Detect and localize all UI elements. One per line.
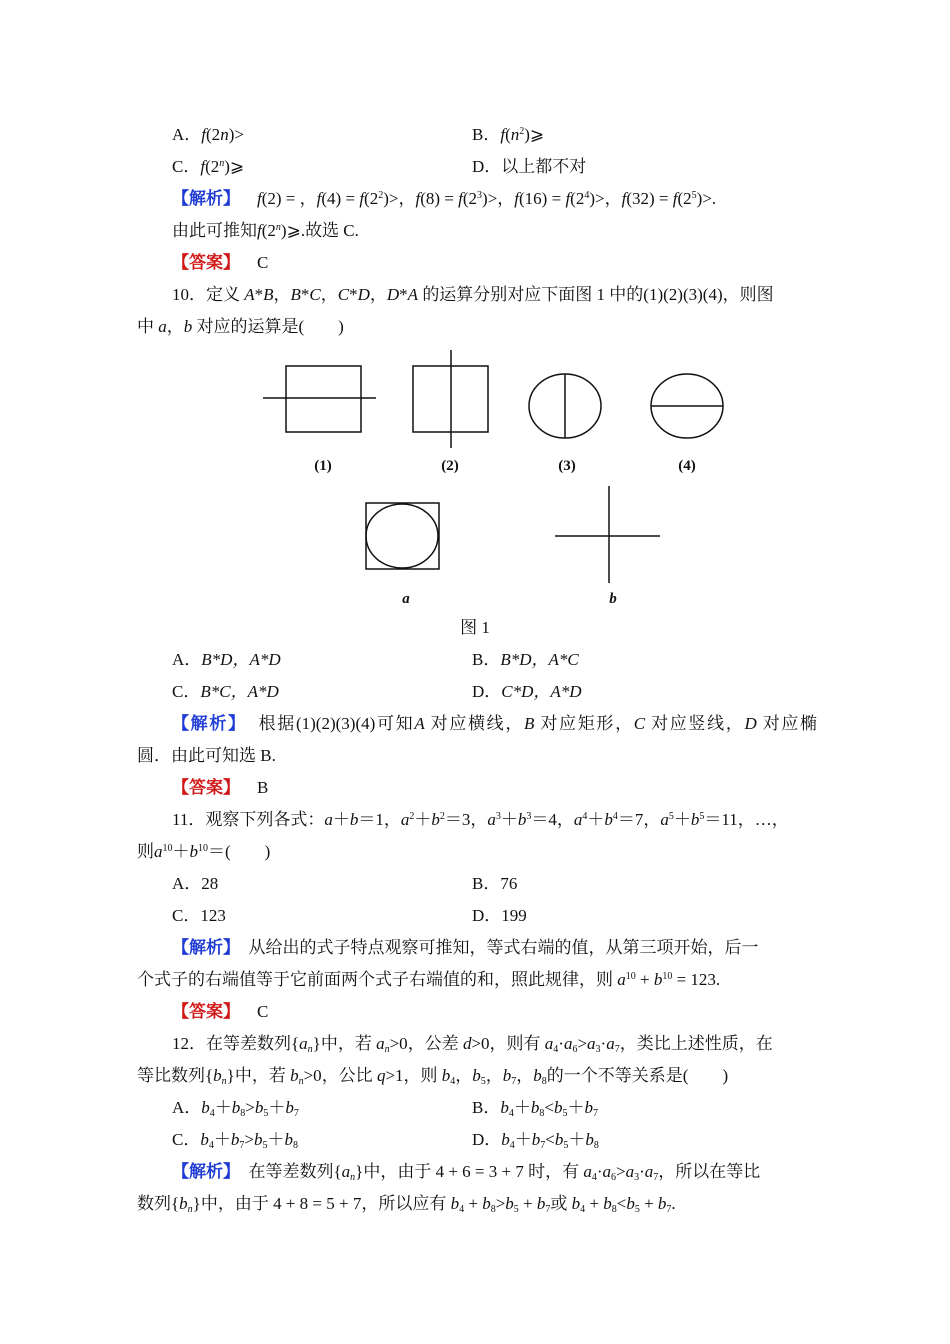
q12-analysis-line2: 数列$\{b_n\}$中，由于 4 + 8 = 5 + 7，所以应有 $b_4 + b_8>b_5 + b_7$或 $b_4 + b_8<b_5 + b_7$.: [137, 1194, 676, 1215]
q12-option-b: B．$b_4+b_8<b_5+b_7$: [472, 1098, 598, 1119]
q9-option-b: B．$f(n^2)⩾$: [472, 125, 545, 144]
fig-label-b: b: [609, 591, 617, 607]
q12-option-d: D．$b_4+b_7<b_5+b_8$: [472, 1130, 599, 1151]
q10-stem-line2: 中 a，b 对应的运算是( ): [137, 317, 344, 336]
analysis-tag: 【解析】: [172, 1162, 240, 1181]
q10-analysis-line2: 圆．由此可知选 B.: [137, 746, 276, 765]
q12-option-c: C．$b_4+b_7>b_5+b_8$: [172, 1130, 298, 1151]
answer-tag: 【答案】: [172, 778, 240, 797]
q10-option-a: A．B*D，A*D: [172, 650, 281, 669]
q11-stem-line2: 则$a^{10}+b^{10}=$( ): [137, 842, 271, 861]
q10-option-b: B．B*D，A*C: [472, 650, 579, 669]
q11-option-b: B．76: [472, 874, 518, 893]
fig-label-1: (1): [314, 458, 332, 474]
figa-ellipse: [366, 504, 438, 568]
fig1-rectangle: [286, 366, 361, 432]
q9-analysis-conclusion: 由此可推知f(2$^n$)⩾.故选 C.: [172, 221, 359, 240]
q9-option-c: C．f(2$^n$)⩾: [172, 157, 245, 176]
q12-stem-line1: 12．在等差数列$\{a_n\}$中，若 $a_n>0$，公差 d>0，则有 $a_4\cdot a_6>a_3\cdot a_7$，类比上述性质，在: [172, 1034, 773, 1055]
q9-option-d: D．以上都不对: [472, 157, 587, 176]
q10-stem-line1: 10．定义 A*B，B*C，C*D，D*A 的运算分别对应下面图 1 中的(1)(2)(3)(4)，则图: [172, 285, 774, 304]
q11-stem-line1: 11．观察下列各式：a＋b＝1，$a^2+b^2=3$，$a^3+b^3=4$，$a^4+b^4=7$，$a^5+b^5=11$，…，: [172, 810, 789, 829]
answer-tag: 【答案】: [172, 1002, 240, 1021]
q9-option-a: A．f(2n)>: [172, 125, 244, 144]
q10-figure: [0, 0, 950, 640]
q11-analysis-line2: 个式子的右端值等于它前面两个式子右端值的和，照此规律，则 $a^{10} + b^{10} = 123$.: [137, 970, 721, 989]
q12-stem-line2: 等比数列$\{b_n\}$中，若 $b_n>0$，公比 q>1，则 $b_4$，$b_5$，$b_7$，$b_8$的一个不等关系是( ): [137, 1066, 729, 1087]
q10-option-d: D．C*D，A*D: [472, 682, 582, 701]
analysis-tag: 【解析】: [172, 938, 240, 957]
fig-label-3: (3): [558, 458, 576, 474]
fig-label-a: a: [402, 591, 410, 607]
q9-analysis: 【解析】 f(2) = ，$f(4) = f(2^2)>$，$f(8) = f(2^3)>$，$f(16) = f(2^4)>$，$f(32) = f(2^5)>$.: [172, 189, 717, 208]
q9-answer: 【答案】 C: [172, 253, 269, 272]
q11-option-d: D．199: [472, 906, 527, 925]
q10-answer: 【答案】 B: [172, 778, 269, 797]
analysis-tag: 【解析】: [172, 714, 247, 733]
analysis-tag: 【解析】: [172, 189, 240, 208]
q12-option-a: A．$b_4+b_8>b_5+b_7$: [172, 1098, 299, 1119]
figure-caption: 图 1: [460, 618, 490, 637]
fig-label-2: (2): [441, 458, 459, 474]
q11-option-a: A．28: [172, 874, 219, 893]
q10-option-c: C．B*C，A*D: [172, 682, 279, 701]
q11-answer: 【答案】 C: [172, 1002, 269, 1021]
q11-option-c: C．123: [172, 906, 226, 925]
q10-analysis: 【解析】 根据(1)(2)(3)(4)可知A 对应横线，B 对应矩形，C 对应竖线，D 对应椭: [172, 714, 818, 733]
q11-analysis: 【解析】 从给出的式子特点观察可推知，等式右端的值，从第三项开始，后一: [172, 938, 759, 957]
fig-label-4: (4): [678, 458, 696, 474]
q12-analysis: 【解析】 在等差数列$\{a_n\}$中，由于 4 + 6 = 3 + 7 时，有 $a_4\cdot a_6>a_3\cdot a_7$，所以在等比: [172, 1162, 761, 1183]
answer-tag: 【答案】: [172, 253, 240, 272]
